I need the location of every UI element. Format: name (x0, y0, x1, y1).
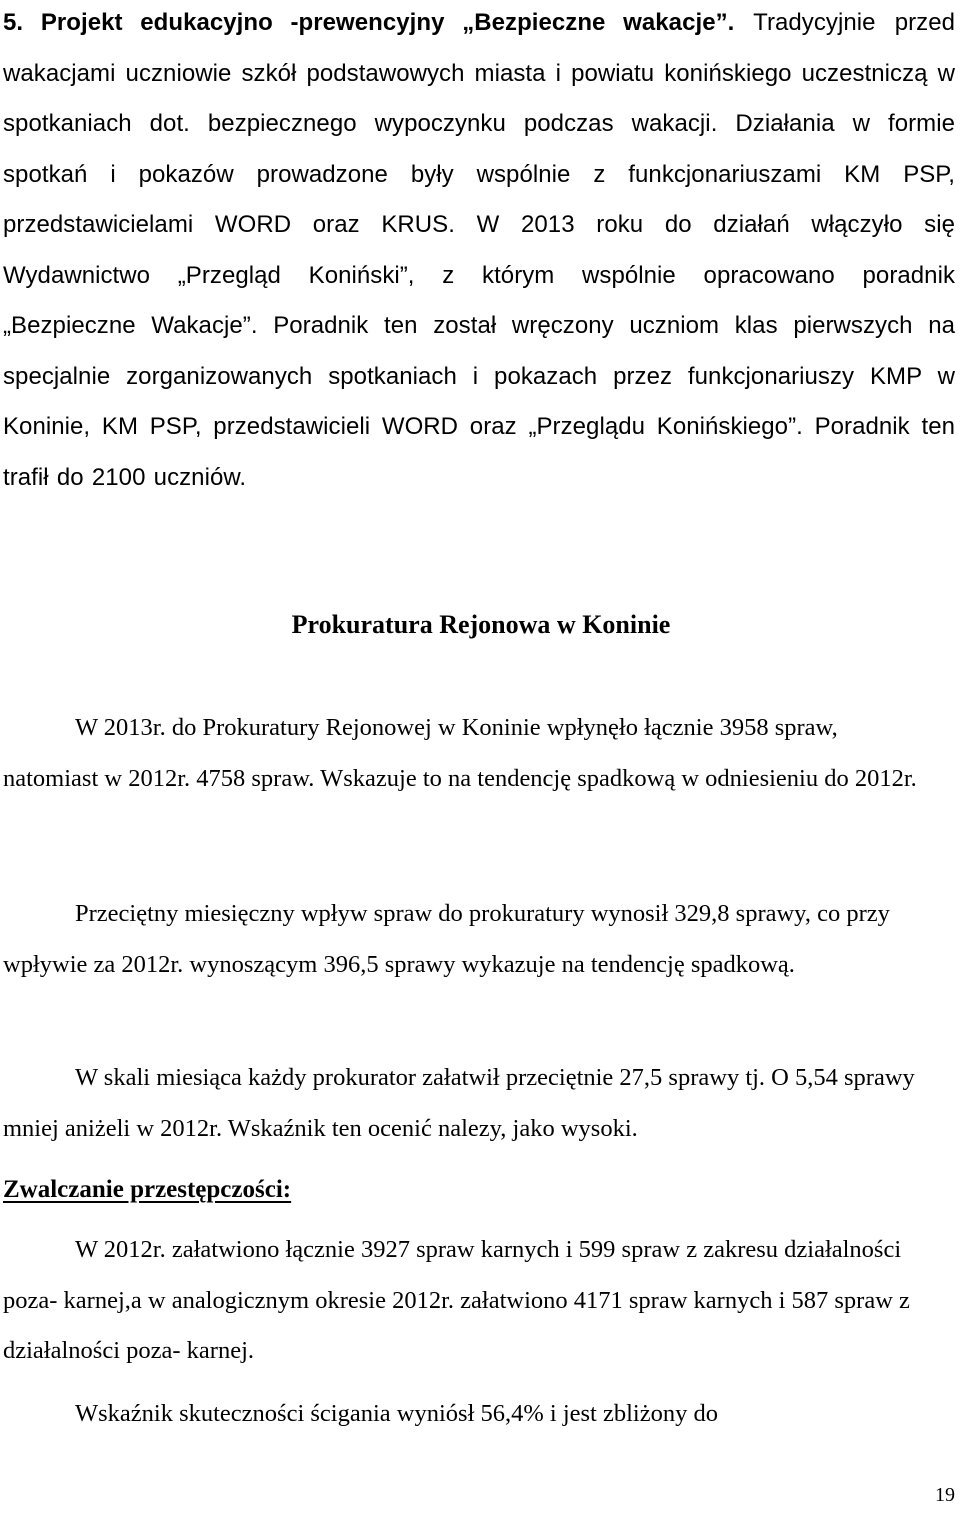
section-5-lead: 5. Projekt edukacyjno -prewencyjny „Bezpieczne wakacje”. (3, 9, 735, 36)
prokuratura-heading-text: Prokuratura Rejonowa w Koninie (291, 610, 671, 639)
prokuratura-paragraph-1: W 2013r. do Prokuratury Rejonowej w Koninie wpłynęło łącznie 3958 spraw, natomiast w 2012r. 4758 spraw. Wskazuje to na tendencję spadkową w odniesieniu do 2012r. (3, 714, 917, 792)
zwalczanie-heading (3, 1172, 291, 1208)
zwalczanie-paragraph-1: W 2012r. załatwiono łącznie 3927 spraw karnych i 599 spraw z zakresu działalności poza- karnej,a w analogicznym okresie 2012r. załatwiono 4171 spraw karnych i 587 spraw z działalności poza- karnej. (3, 1236, 910, 1364)
prokuratura-paragraph-2: Przeciętny miesięczny wpływ spraw do prokuratury wynosił 329,8 sprawy, co przy wpływie za 2012r. wynoszącym 396,5 sprawy wykazuje na tendencję spadkową. (3, 900, 890, 978)
section-5-paragraph (3, 0, 955, 503)
section-5-body: Tradycyjnie przed wakacjami uczniowie szkół podstawowych miasta i powiatu konińskiego uczestniczą w spotkaniach dot. bezpiecznego wypoczynku podczas wakacji. Działania w formie spotkań i pokazów prowadzone były wspólnie z funkcjonariuszami KM PSP, przedstawicielami WORD oraz KRUS. W 2013 roku do działań włączyło się Wydawnictwo „Przegląd Koniński”, z którym wspólnie opracowano poradnik „Bezpieczne Wakacje”. Poradnik ten został wręczony uczniom klas pierwszych na specjalnie zorganizowanych spotkaniach i pokazach przez funkcjonariuszy KMP w Koninie, KM PSP, przedstawicieli WORD oraz „Przeglądu Konińskiego”. Poradnik ten trafił do 2100 uczniów. (3, 9, 956, 491)
prokuratura-paragraph-3: W skali miesiąca każdy prokurator załatwił przeciętnie 27,5 sprawy tj. O 5,54 sprawy mniej aniżeli w 2012r. Wskaźnik ten ocenić nalezy, jako wysoki. (3, 1064, 915, 1142)
zwalczanie-heading-text: Zwalczanie przestępczości: (3, 1176, 292, 1203)
zwalczanie-paragraph-2: Wskaźnik skuteczności ścigania wyniósł 56,4% i jest zbliżony do (75, 1400, 718, 1427)
prokuratura-heading (0, 605, 960, 645)
page-number: 19 (935, 1484, 955, 1506)
